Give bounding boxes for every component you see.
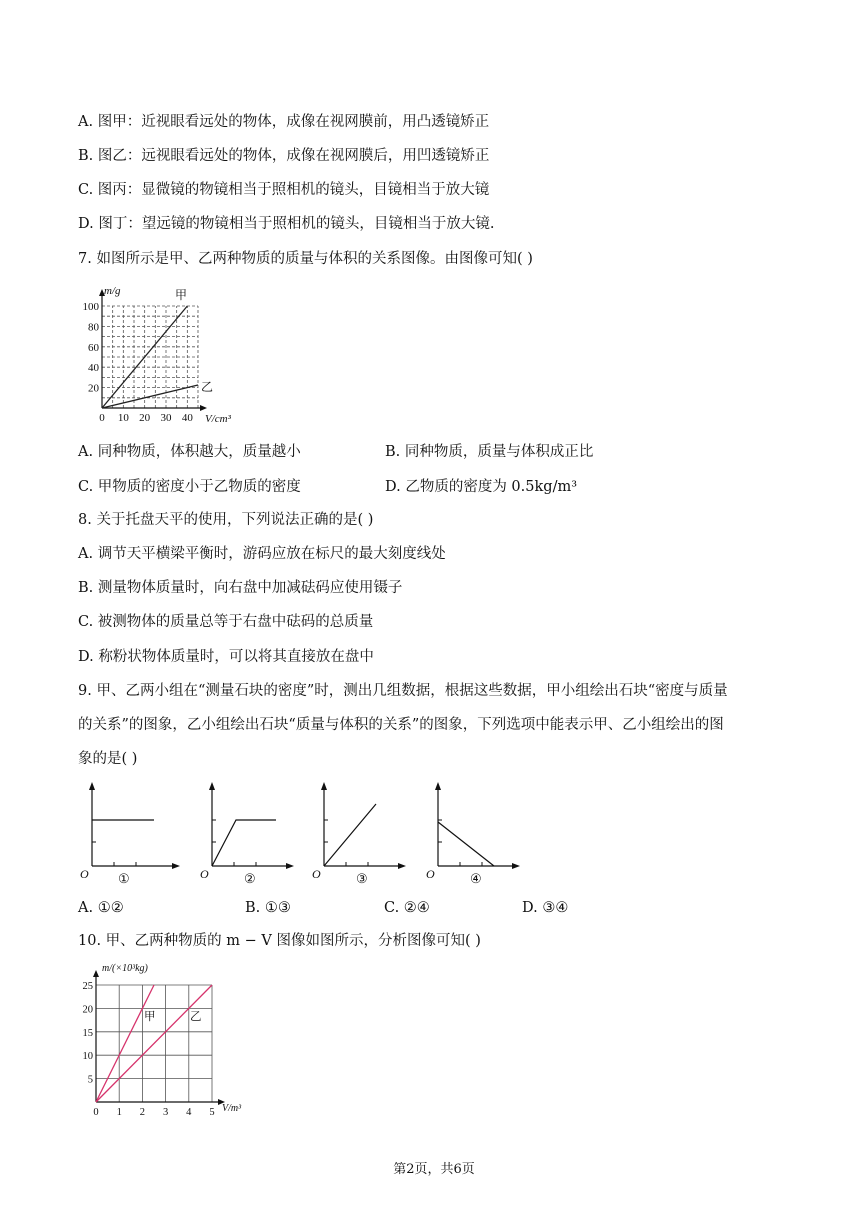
q8-option-d: D. 称粉状物体质量时，可以将其直接放在盘中 — [78, 649, 374, 665]
q8-stem: 8. 关于托盘天平的使用，下列说法正确的是( ) — [78, 512, 374, 528]
y-tick-label: 15 — [82, 1027, 93, 1039]
x-tick-label: 1 — [116, 1107, 122, 1118]
series-line-0 — [96, 985, 154, 1102]
q9-graph-3-label: ③ — [356, 871, 368, 886]
y-tick-label: 80 — [88, 321, 99, 334]
series-label-0: 甲 — [175, 288, 188, 302]
q10-mass-volume-chart — [72, 958, 257, 1118]
q9-graph-3 — [312, 782, 406, 886]
q9-graph-options — [78, 780, 538, 888]
q9-option-d: D. ③④ — [522, 900, 569, 916]
q6-option-c: C. 图丙：显微镜的物镜相当于照相机的镜头，目镜相当于放大镜 — [78, 182, 490, 198]
y-tick-label: 5 — [87, 1074, 93, 1086]
chart7-grid — [102, 306, 198, 408]
x-tick-label: 10 — [117, 412, 129, 424]
chart10-x-axis-label: V/m³ — [222, 1103, 242, 1114]
q9-graph-1 — [80, 782, 180, 886]
q7-option-b: B. 同种物质，质量与体积成正比 — [385, 444, 594, 460]
series-label-1: 乙 — [201, 380, 214, 394]
chart10-y-axis-label: m/(×10³kg) — [102, 963, 148, 974]
q9-graph-1-origin: O — [80, 867, 89, 881]
y-axis-arrow — [93, 970, 99, 977]
y-tick-label: 25 — [82, 981, 93, 992]
x-tick-label: 0 — [99, 412, 105, 424]
q9-graph-2 — [200, 782, 294, 886]
q8-option-c: C. 被测物体的质量总等于右盘中砝码的总质量 — [78, 614, 374, 630]
q9-graph-1-label: ① — [118, 871, 130, 886]
chart10-series — [96, 985, 212, 1102]
x-tick-label: 3 — [162, 1107, 169, 1118]
q9-graph-4 — [426, 782, 520, 886]
series-label-0: 甲 — [144, 1011, 156, 1023]
x-tick-label: 40 — [181, 412, 193, 424]
q7-option-a: A. 同种物质，体积越大，质量越小 — [78, 444, 301, 460]
chart7-y-axis-label: m/g — [104, 285, 121, 297]
q10-stem: 10. 甲、乙两种物质的 m − V 图像如图所示，分析图像可知( ) — [78, 933, 481, 949]
x-tick-label: 20 — [139, 412, 151, 424]
x-tick-label: 30 — [160, 412, 172, 424]
q8-option-a: A. 调节天平横梁平衡时，游码应放在标尺的最大刻度线处 — [78, 546, 446, 562]
q8-option-b: B. 测量物体质量时，向右盘中加减砝码应使用镊子 — [78, 580, 403, 596]
q6-option-b: B. 图乙：远视眼看远处的物体，成像在视网膜后，用凹透镜矫正 — [78, 148, 490, 164]
y-tick-label: 20 — [88, 382, 99, 395]
y-tick-label: 60 — [88, 341, 99, 354]
q7-mass-volume-chart — [72, 282, 242, 430]
q6-option-a: A. 图甲：近视眼看远处的物体，成像在视网膜前，用凸透镜矫正 — [78, 114, 490, 130]
x-tick-label: 4 — [186, 1107, 192, 1118]
x-tick-label: 2 — [139, 1107, 146, 1118]
series-line-1 — [102, 385, 198, 408]
q7-stem: 7. 如图所示是甲、乙两种物质的质量与体积的关系图像。由图像可知( ) — [78, 251, 533, 267]
q9-graph-3-origin: O — [312, 867, 321, 881]
y-tick-label: 40 — [88, 362, 99, 375]
q9-option-a: A. ①② — [78, 900, 124, 916]
q9-stem-line-1: 9. 甲、乙两小组在“测量石块的密度”时，测出几组数据，根据这些数据，甲小组绘出石块“密度与质量 — [78, 683, 728, 699]
series-label-1: 乙 — [190, 1011, 202, 1023]
y-tick-label: 100 — [82, 301, 99, 313]
page-footer: 第2页，共6页 — [393, 1162, 475, 1177]
series-line-1 — [96, 985, 212, 1102]
q6-option-d: D. 图丁：望远镜的物镜相当于照相机的镜头，目镜相当于放大镜. — [78, 216, 495, 232]
x-tick-label: 5 — [209, 1107, 215, 1118]
y-tick-label: 20 — [82, 1004, 93, 1016]
q9-graph-4-label: ④ — [470, 871, 482, 886]
q7-option-c: C. 甲物质的密度小于乙物质的密度 — [78, 479, 301, 495]
q9-graph-4-origin: O — [426, 867, 435, 881]
q9-graph-2-origin: O — [200, 867, 209, 881]
x-axis-arrow — [200, 405, 207, 411]
x-tick-label: 0 — [93, 1107, 99, 1118]
y-tick-label: 10 — [82, 1051, 93, 1063]
q7-option-d: D. 乙物质的密度为 0.5kg/m³ — [385, 479, 578, 495]
q9-stem-line-2: 的关系”的图象，乙小组绘出石块“质量与体积的关系”的图象，下列选项中能表示甲、乙小组绘出的图 — [78, 717, 724, 733]
q9-stem-line-3: 象的是( ) — [78, 751, 138, 767]
q9-graph-2-label: ② — [244, 871, 256, 886]
q9-option-c: C. ②④ — [384, 900, 430, 916]
q9-option-b: B. ①③ — [245, 900, 291, 916]
chart7-x-axis-label: V/cm³ — [205, 413, 231, 425]
